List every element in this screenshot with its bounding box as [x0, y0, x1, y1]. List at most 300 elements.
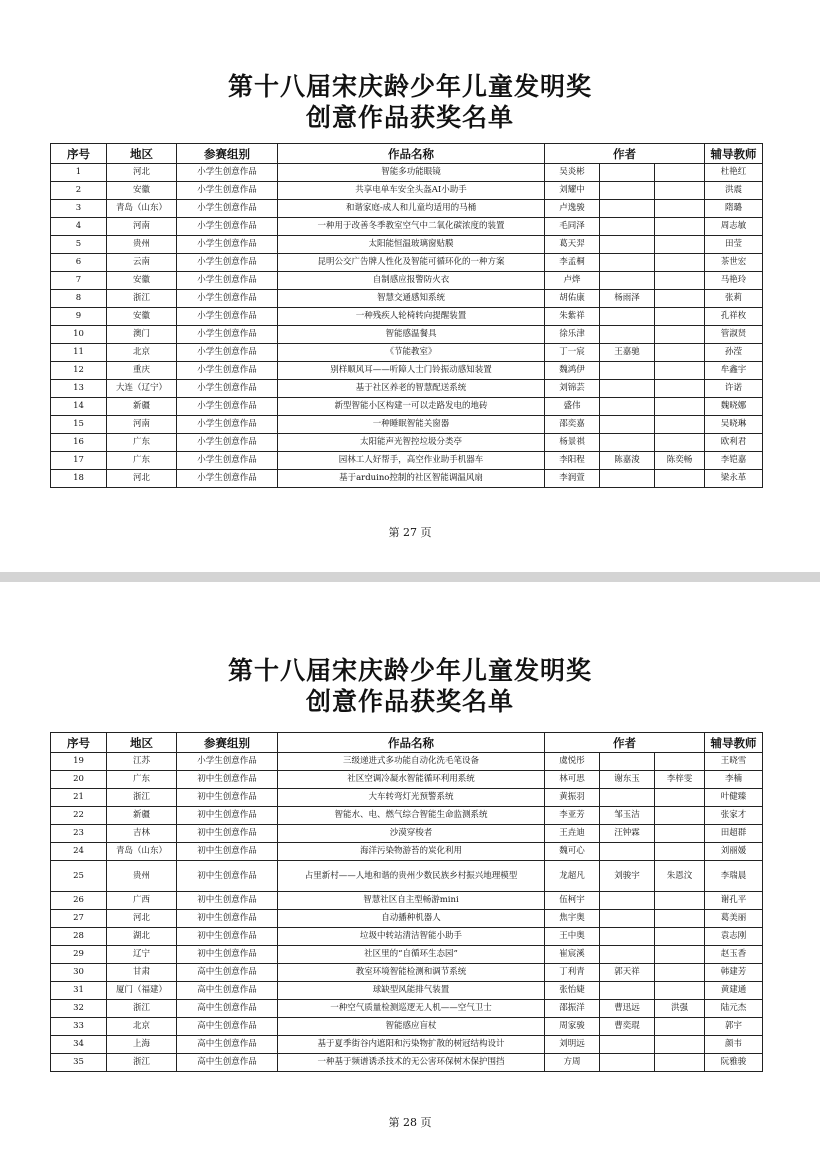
author-cell — [655, 807, 705, 825]
table-row — [51, 825, 763, 843]
teacher-cell: 牟鑫宇 — [705, 362, 763, 380]
author-cell: 杨景祺 — [545, 434, 600, 452]
work-title-cell: 沙漠穿梭者 — [278, 825, 545, 843]
author-cell — [655, 843, 705, 861]
author-cell — [655, 218, 705, 236]
author-cell — [600, 1036, 655, 1054]
table-row — [51, 982, 763, 1000]
group-cell: 小学生创意作品 — [177, 272, 278, 290]
group-cell: 小学生创意作品 — [177, 326, 278, 344]
row-number-cell: 20 — [51, 771, 107, 789]
row-number-cell: 18 — [51, 470, 107, 488]
author-cell: 林可思 — [545, 771, 600, 789]
teacher-cell: 郭宇 — [705, 1018, 763, 1036]
table-row — [51, 928, 763, 946]
table-row — [51, 1018, 763, 1036]
group-cell: 小学生创意作品 — [177, 218, 278, 236]
row-number-cell: 1 — [51, 164, 107, 182]
region-cell: 贵州 — [107, 861, 177, 892]
author-cell — [600, 254, 655, 272]
work-title-cell: 垃圾中转站清洁智能小助手 — [278, 928, 545, 946]
group-cell: 小学生创意作品 — [177, 470, 278, 488]
author-cell — [655, 164, 705, 182]
table-row — [51, 964, 763, 982]
group-cell: 小学生创意作品 — [177, 452, 278, 470]
teacher-cell: 叶健臻 — [705, 789, 763, 807]
region-cell: 广西 — [107, 892, 177, 910]
work-title-cell: 占里新村——人地和谐的贵州少数民族乡村振兴地理模型 — [278, 861, 545, 892]
author-cell: 李梓雯 — [655, 771, 705, 789]
row-number-cell: 14 — [51, 398, 107, 416]
region-cell: 青岛（山东） — [107, 200, 177, 218]
teacher-cell: 吴晓琳 — [705, 416, 763, 434]
title-line-2: 创意作品获奖名单 — [305, 687, 514, 716]
teacher-cell: 赵玉香 — [705, 946, 763, 964]
document-page — [0, 0, 820, 572]
work-title-cell: 自动播种机器人 — [278, 910, 545, 928]
table-row — [51, 789, 763, 807]
work-title-cell: 智慧交通感知系统 — [278, 290, 545, 308]
work-title-cell: 别样顺风耳——听障人士门铃振动感知装置 — [278, 362, 545, 380]
group-cell: 高中生创意作品 — [177, 982, 278, 1000]
table-header-row — [51, 733, 763, 753]
author-cell — [600, 236, 655, 254]
group-cell: 小学生创意作品 — [177, 398, 278, 416]
region-cell: 河北 — [107, 164, 177, 182]
author-cell — [600, 434, 655, 452]
work-title-cell: 海洋污染物游苔的炭化利用 — [278, 843, 545, 861]
author-cell: 焦宇奥 — [545, 910, 600, 928]
author-cell: 洪强 — [655, 1000, 705, 1018]
work-title-cell: 太阳能恒温玻璃窗贴膜 — [278, 236, 545, 254]
group-cell: 小学生创意作品 — [177, 254, 278, 272]
row-number-cell: 11 — [51, 344, 107, 362]
group-cell: 初中生创意作品 — [177, 861, 278, 892]
author-cell: 龙超凡 — [545, 861, 600, 892]
title-line-1: 第十八届宋庆龄少年儿童发明奖 — [227, 72, 592, 101]
author-cell: 曹迅远 — [600, 1000, 655, 1018]
row-number-cell: 2 — [51, 182, 107, 200]
region-cell: 广东 — [107, 452, 177, 470]
work-title-cell: 新型智能小区构建一可以走路发电的地砖 — [278, 398, 545, 416]
row-number-cell: 12 — [51, 362, 107, 380]
author-cell — [600, 982, 655, 1000]
work-title-cell: 一种睡眠智能关窗器 — [278, 416, 545, 434]
header-no: 序号 — [51, 733, 107, 753]
header-authors: 作者 — [545, 144, 705, 164]
work-title-cell: 智能水、电、燃气综合智能生命监测系统 — [278, 807, 545, 825]
row-number-cell: 33 — [51, 1018, 107, 1036]
author-cell — [655, 200, 705, 218]
author-cell — [655, 1018, 705, 1036]
region-cell: 河南 — [107, 416, 177, 434]
author-cell: 邹玉洁 — [600, 807, 655, 825]
region-cell: 澳门 — [107, 326, 177, 344]
group-cell: 初中生创意作品 — [177, 789, 278, 807]
region-cell: 江苏 — [107, 753, 177, 771]
row-number-cell: 25 — [51, 861, 107, 892]
author-cell: 崔宸溪 — [545, 946, 600, 964]
group-cell: 高中生创意作品 — [177, 1036, 278, 1054]
table-row — [51, 308, 763, 326]
teacher-cell: 孙滢 — [705, 344, 763, 362]
row-number-cell: 10 — [51, 326, 107, 344]
author-cell: 朱紫祥 — [545, 308, 600, 326]
author-cell: 李亚芳 — [545, 807, 600, 825]
region-cell: 北京 — [107, 1018, 177, 1036]
header-teacher: 辅导教师 — [705, 733, 763, 753]
region-cell: 安徽 — [107, 272, 177, 290]
header-group: 参赛组别 — [177, 733, 278, 753]
author-cell — [600, 398, 655, 416]
work-title-cell: 社区空调冷凝水智能循环利用系统 — [278, 771, 545, 789]
row-number-cell: 4 — [51, 218, 107, 236]
author-cell — [655, 182, 705, 200]
table-row — [51, 290, 763, 308]
region-cell: 上海 — [107, 1036, 177, 1054]
region-cell: 广东 — [107, 771, 177, 789]
row-number-cell: 13 — [51, 380, 107, 398]
work-title-cell: 昆明公交广告牌人性化及智能可循环化的一种方案 — [278, 254, 545, 272]
group-cell: 小学生创意作品 — [177, 200, 278, 218]
author-cell: 虞悦彤 — [545, 753, 600, 771]
work-title-cell: 一种用于改善冬季教室空气中二氧化碳浓度的装置 — [278, 218, 545, 236]
work-title-cell: 智慧社区自主型畅游mini — [278, 892, 545, 910]
group-cell: 小学生创意作品 — [177, 753, 278, 771]
author-cell: 李阳程 — [545, 452, 600, 470]
author-cell: 周家骏 — [545, 1018, 600, 1036]
page-title — [0, 71, 820, 133]
author-cell — [600, 910, 655, 928]
region-cell: 浙江 — [107, 1054, 177, 1072]
region-cell: 辽宁 — [107, 946, 177, 964]
row-number-cell: 8 — [51, 290, 107, 308]
table-row — [51, 892, 763, 910]
work-title-cell: 一种空气质量检测巡逻无人机——空气卫士 — [278, 1000, 545, 1018]
row-number-cell: 27 — [51, 910, 107, 928]
teacher-cell: 魏晓娜 — [705, 398, 763, 416]
group-cell: 小学生创意作品 — [177, 290, 278, 308]
author-cell: 张怡婕 — [545, 982, 600, 1000]
author-cell: 杨雨泽 — [600, 290, 655, 308]
author-cell — [600, 789, 655, 807]
work-title-cell: 智能感温餐具 — [278, 326, 545, 344]
table-row — [51, 326, 763, 344]
author-cell — [600, 892, 655, 910]
author-cell: 方周 — [545, 1054, 600, 1072]
author-cell — [600, 470, 655, 488]
group-cell: 小学生创意作品 — [177, 380, 278, 398]
row-number-cell: 24 — [51, 843, 107, 861]
awards-table — [50, 143, 763, 488]
row-number-cell: 16 — [51, 434, 107, 452]
author-cell: 丁利青 — [545, 964, 600, 982]
table-row — [51, 910, 763, 928]
work-title-cell: 三级递进式多功能自动化洗毛笔设备 — [278, 753, 545, 771]
table-row — [51, 807, 763, 825]
author-cell: 刘耀中 — [545, 182, 600, 200]
author-cell — [655, 470, 705, 488]
table-row — [51, 771, 763, 789]
group-cell: 初中生创意作品 — [177, 946, 278, 964]
region-cell: 河北 — [107, 470, 177, 488]
author-cell: 王垚迪 — [545, 825, 600, 843]
author-cell — [655, 344, 705, 362]
row-number-cell: 3 — [51, 200, 107, 218]
author-cell — [600, 164, 655, 182]
author-cell — [600, 182, 655, 200]
author-cell: 郭天祥 — [600, 964, 655, 982]
author-cell: 葛天羿 — [545, 236, 600, 254]
region-cell: 甘肃 — [107, 964, 177, 982]
group-cell: 小学生创意作品 — [177, 362, 278, 380]
author-cell: 卢烨 — [545, 272, 600, 290]
page-title — [0, 655, 820, 717]
table-row — [51, 452, 763, 470]
teacher-cell: 张家才 — [705, 807, 763, 825]
header-group: 参赛组别 — [177, 144, 278, 164]
author-cell — [655, 982, 705, 1000]
group-cell: 高中生创意作品 — [177, 1054, 278, 1072]
author-cell — [600, 1054, 655, 1072]
author-cell: 王嘉驰 — [600, 344, 655, 362]
author-cell: 汪钟霖 — [600, 825, 655, 843]
work-title-cell: 大车转弯灯光预警系统 — [278, 789, 545, 807]
table-row — [51, 1000, 763, 1018]
region-cell: 厦门（福建） — [107, 982, 177, 1000]
teacher-cell: 许诺 — [705, 380, 763, 398]
header-work: 作品名称 — [278, 144, 545, 164]
group-cell: 小学生创意作品 — [177, 236, 278, 254]
author-cell — [600, 416, 655, 434]
group-cell: 初中生创意作品 — [177, 892, 278, 910]
row-number-cell: 30 — [51, 964, 107, 982]
author-cell: 胡佑康 — [545, 290, 600, 308]
work-title-cell: 共享电单车安全头盔AI小助手 — [278, 182, 545, 200]
author-cell: 吴炎彬 — [545, 164, 600, 182]
table-row — [51, 843, 763, 861]
row-number-cell: 9 — [51, 308, 107, 326]
work-title-cell: 基于社区养老的智慧配送系统 — [278, 380, 545, 398]
row-number-cell: 23 — [51, 825, 107, 843]
group-cell: 初中生创意作品 — [177, 910, 278, 928]
row-number-cell: 22 — [51, 807, 107, 825]
author-cell: 刘锦芸 — [545, 380, 600, 398]
table-row — [51, 254, 763, 272]
author-cell: 朱恩汶 — [655, 861, 705, 892]
region-cell: 湖北 — [107, 928, 177, 946]
author-cell — [655, 789, 705, 807]
work-title-cell: 一种基于频谱诱杀技术的无公害环保树木保护围挡 — [278, 1054, 545, 1072]
table-body — [51, 753, 763, 1072]
author-cell — [655, 946, 705, 964]
title-line-2: 创意作品获奖名单 — [305, 103, 514, 132]
table-row — [51, 1054, 763, 1072]
author-cell: 王中奥 — [545, 928, 600, 946]
region-cell: 北京 — [107, 344, 177, 362]
author-cell: 邵振洋 — [545, 1000, 600, 1018]
table-row — [51, 434, 763, 452]
author-cell — [655, 236, 705, 254]
row-number-cell: 28 — [51, 928, 107, 946]
table-row — [51, 182, 763, 200]
table-row — [51, 164, 763, 182]
row-number-cell: 32 — [51, 1000, 107, 1018]
author-cell — [600, 272, 655, 290]
group-cell: 高中生创意作品 — [177, 964, 278, 982]
table-row — [51, 861, 763, 892]
author-cell — [655, 1054, 705, 1072]
teacher-cell: 谢孔平 — [705, 892, 763, 910]
region-cell: 浙江 — [107, 789, 177, 807]
author-cell — [600, 928, 655, 946]
teacher-cell: 杜艳红 — [705, 164, 763, 182]
author-cell — [655, 825, 705, 843]
author-cell: 丁一宸 — [545, 344, 600, 362]
table-header-row — [51, 144, 763, 164]
work-title-cell: 教室环境智能检测和调节系统 — [278, 964, 545, 982]
author-cell — [655, 416, 705, 434]
teacher-cell: 陆元杰 — [705, 1000, 763, 1018]
teacher-cell: 欧利君 — [705, 434, 763, 452]
group-cell: 初中生创意作品 — [177, 807, 278, 825]
region-cell: 安徽 — [107, 308, 177, 326]
table-row — [51, 398, 763, 416]
work-title-cell: 智能多功能眼镜 — [278, 164, 545, 182]
teacher-cell: 黄建通 — [705, 982, 763, 1000]
header-teacher: 辅导教师 — [705, 144, 763, 164]
teacher-cell: 孔祥枚 — [705, 308, 763, 326]
teacher-cell: 管淑贤 — [705, 326, 763, 344]
table-row — [51, 470, 763, 488]
table-row — [51, 200, 763, 218]
work-title-cell: 基于夏季街谷内遮阳和污染物扩散的树冠结构设计 — [278, 1036, 545, 1054]
author-cell — [655, 753, 705, 771]
teacher-cell: 隋璐 — [705, 200, 763, 218]
row-number-cell: 21 — [51, 789, 107, 807]
work-title-cell: 社区里的“自循环生态园” — [278, 946, 545, 964]
region-cell: 新疆 — [107, 398, 177, 416]
author-cell: 陈奕畅 — [655, 452, 705, 470]
row-number-cell: 15 — [51, 416, 107, 434]
group-cell: 初中生创意作品 — [177, 843, 278, 861]
page-number: 第 27 页 — [388, 526, 432, 539]
author-cell — [600, 308, 655, 326]
teacher-cell: 李楠 — [705, 771, 763, 789]
table-body — [51, 164, 763, 488]
teacher-cell: 李铠嘉 — [705, 452, 763, 470]
group-cell: 高中生创意作品 — [177, 1018, 278, 1036]
page-number: 第 28 页 — [388, 1116, 432, 1129]
row-number-cell: 29 — [51, 946, 107, 964]
teacher-cell: 李瑞晨 — [705, 861, 763, 892]
author-cell: 邵奕嘉 — [545, 416, 600, 434]
row-number-cell: 17 — [51, 452, 107, 470]
region-cell: 浙江 — [107, 1000, 177, 1018]
author-cell: 卢逸骏 — [545, 200, 600, 218]
table-row — [51, 753, 763, 771]
author-cell: 陈嘉浚 — [600, 452, 655, 470]
teacher-cell: 田超群 — [705, 825, 763, 843]
table-row — [51, 272, 763, 290]
teacher-cell: 梁永革 — [705, 470, 763, 488]
teacher-cell: 阮雅骏 — [705, 1054, 763, 1072]
group-cell: 小学生创意作品 — [177, 416, 278, 434]
group-cell: 初中生创意作品 — [177, 928, 278, 946]
work-title-cell: 智能感应盲杖 — [278, 1018, 545, 1036]
region-cell: 广东 — [107, 434, 177, 452]
author-cell — [655, 964, 705, 982]
author-cell: 李润萱 — [545, 470, 600, 488]
author-cell — [655, 910, 705, 928]
work-title-cell: 一种残疾人轮椅转向提醒装置 — [278, 308, 545, 326]
author-cell — [600, 326, 655, 344]
author-cell — [600, 380, 655, 398]
work-title-cell: 球缺型风能排气装置 — [278, 982, 545, 1000]
teacher-cell: 马艳玲 — [705, 272, 763, 290]
author-cell: 徐乐津 — [545, 326, 600, 344]
author-cell — [655, 928, 705, 946]
author-cell — [600, 362, 655, 380]
region-cell: 浙江 — [107, 290, 177, 308]
work-title-cell: 自制感应报警防火衣 — [278, 272, 545, 290]
author-cell — [655, 272, 705, 290]
row-number-cell: 34 — [51, 1036, 107, 1054]
author-cell — [655, 398, 705, 416]
header-work: 作品名称 — [278, 733, 545, 753]
author-cell: 刘明远 — [545, 1036, 600, 1054]
table-row — [51, 362, 763, 380]
author-cell — [655, 290, 705, 308]
row-number-cell: 7 — [51, 272, 107, 290]
group-cell: 初中生创意作品 — [177, 825, 278, 843]
author-cell — [655, 892, 705, 910]
header-region: 地区 — [107, 733, 177, 753]
work-title-cell: 《节能教室》 — [278, 344, 545, 362]
region-cell: 河南 — [107, 218, 177, 236]
group-cell: 高中生创意作品 — [177, 1000, 278, 1018]
group-cell: 小学生创意作品 — [177, 182, 278, 200]
region-cell: 贵州 — [107, 236, 177, 254]
author-cell: 黄振羽 — [545, 789, 600, 807]
table-row — [51, 416, 763, 434]
region-cell: 新疆 — [107, 807, 177, 825]
row-number-cell: 6 — [51, 254, 107, 272]
author-cell — [600, 218, 655, 236]
table-row — [51, 236, 763, 254]
author-cell — [600, 200, 655, 218]
author-cell — [655, 308, 705, 326]
group-cell: 小学生创意作品 — [177, 434, 278, 452]
teacher-cell: 葛美丽 — [705, 910, 763, 928]
author-cell: 盛伟 — [545, 398, 600, 416]
author-cell — [600, 946, 655, 964]
table-row — [51, 380, 763, 398]
teacher-cell: 张莉 — [705, 290, 763, 308]
table-row — [51, 218, 763, 236]
table-row — [51, 344, 763, 362]
header-authors: 作者 — [545, 733, 705, 753]
teacher-cell: 王晓雪 — [705, 753, 763, 771]
table-row — [51, 946, 763, 964]
author-cell — [655, 434, 705, 452]
work-title-cell: 基于arduino控制的社区智能调温风扇 — [278, 470, 545, 488]
author-cell — [655, 326, 705, 344]
work-title-cell: 和谐家庭-成人和儿童均适用的马桶 — [278, 200, 545, 218]
teacher-cell: 韩建芳 — [705, 964, 763, 982]
header-region: 地区 — [107, 144, 177, 164]
author-cell: 毛同泽 — [545, 218, 600, 236]
